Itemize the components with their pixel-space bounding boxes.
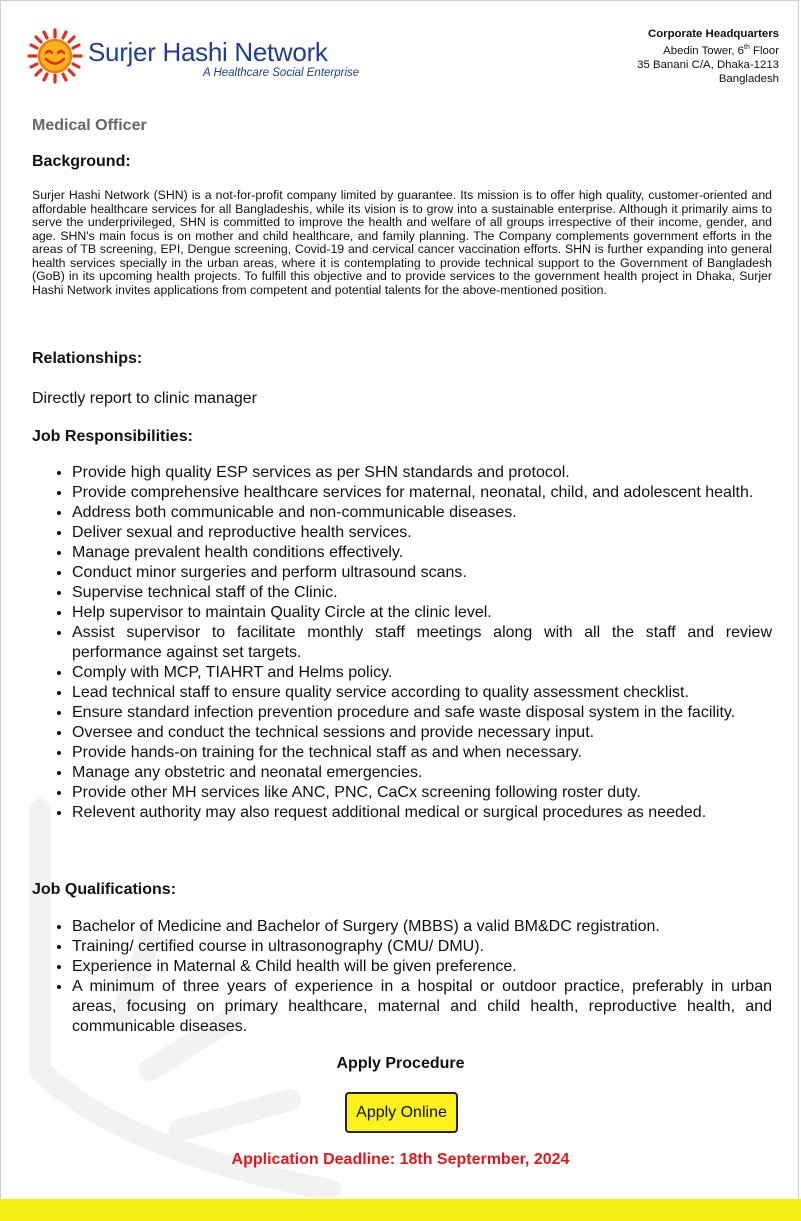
list-item: • Relevent authority may also request additional medical or surgical procedures as needed.	[72, 803, 772, 823]
hq-address-line1	[637, 41, 779, 58]
list-item: • Assist supervisor to facilitate monthly staff meetings along with all the staff and review performance against set targets.	[72, 623, 772, 663]
list-item: • Ensure standard infection prevention procedure and safe waste disposal system in the facility.	[72, 703, 772, 723]
list-item: • Provide comprehensive healthcare services for maternal, neonatal, child, and adolescent health.	[72, 483, 772, 503]
hq-address-line3: Bangladesh	[718, 72, 779, 85]
apply-procedure-heading: Apply Procedure	[336, 1055, 465, 1072]
brand-name: Surjer Hashi Network	[88, 37, 328, 67]
qualifications-heading: Job Qualifications:	[32, 881, 177, 898]
responsibilities-list	[32, 463, 772, 823]
list-item: • Address both communicable and non-communicable diseases.	[72, 503, 772, 523]
brand-tagline: A Healthcare Social Enterprise	[203, 67, 360, 79]
list-item: • Experience in Maternal & Child health will be given preference.	[72, 957, 772, 977]
list-item: • Help supervisor to maintain Quality Circle at the clinic level.	[72, 603, 772, 623]
hq-address	[637, 27, 779, 86]
list-item: • Provide other MH services like ANC, PNC, CaCx screening following roster duty.	[72, 783, 772, 803]
hq-floor-superscript: th	[744, 44, 750, 51]
brand-logo	[26, 28, 376, 84]
list-item: • Lead technical staff to ensure quality service according to quality assessment checklist.	[72, 683, 772, 703]
hq-address-line1-prefix: Abedin Tower, 6	[663, 44, 745, 57]
list-item: • Training/ certified course in ultrasonography (CMU/ DMU).	[72, 937, 772, 957]
list-item: • Provide hands-on training for the technical staff as and when necessary.	[72, 743, 772, 763]
application-deadline: Application Deadline: 18th Septermber, 2024	[231, 1151, 570, 1168]
qualifications-list	[32, 917, 772, 1037]
job-title: Medical Officer	[32, 117, 147, 134]
background-heading: Background:	[32, 153, 131, 170]
background-text: Surjer Hashi Network (SHN) is a not-for-profit company limited by guarantee. Its mission is to offer high quality, customer-oriented and affordable healthcare services for all Bangladeshis, while its vision is to grow into a sustainable enterprise. Although it primarily aims to serve the underprivileged, SHN is committed to improve the health and welfare of all groups irrespective of their income, gender, and age. SHN's main focus is on mother and child healthcare, and family planning. The Company complements government efforts in the areas of TB screening, EPI, Dengue screening, Covid-19 and cervical cancer vaccination efforts. SHN is further expanding into general health services specially in the urban areas, where it is contemplating to provide technical support to the Government of Bangladesh (GoB) in its upcoming health projects. To fulfill this objective and to provide services to the government health project in Dhaka, Surjer Hashi Network invites applications from competent and potential talents for the above-mentioned position.	[32, 188, 772, 297]
list-item: • Manage prevalent health conditions effectively.	[72, 543, 772, 563]
list-item: • Comply with MCP, TIAHRT and Helms policy.	[72, 663, 772, 683]
sun-logo-icon	[26, 28, 84, 84]
list-item: • A minimum of three years of experience in a hospital or outdoor practice, preferably in urban areas, focusing on primary healthcare, maternal and child health, reproductive health, and communicable diseases.	[72, 977, 772, 1037]
apply-online-button[interactable]: Apply Online	[345, 1092, 458, 1133]
hq-title: Corporate Headquarters	[647, 28, 779, 40]
footer-bar	[0, 1199, 801, 1221]
relationships-heading: Relationships:	[32, 350, 143, 367]
hq-address-line2: 35 Banani C/A, Dhaka-1213	[637, 58, 779, 71]
list-item: • Supervise technical staff of the Clinic.	[72, 583, 772, 603]
responsibilities-heading: Job Responsibilities:	[32, 428, 193, 445]
list-item: • Bachelor of Medicine and Bachelor of Surgery (MBBS) a valid BM&DC registration.	[72, 917, 772, 937]
relationships-text: Directly report to clinic manager	[32, 390, 257, 407]
list-item: • Provide high quality ESP services as per SHN standards and protocol.	[72, 463, 772, 483]
list-item: • Conduct minor surgeries and perform ultrasound scans.	[72, 563, 772, 583]
list-item: • Deliver sexual and reproductive health services.	[72, 523, 772, 543]
list-item: • Manage any obstetric and neonatal emergencies.	[72, 763, 772, 783]
list-item: • Oversee and conduct the technical sessions and provide necessary input.	[72, 723, 772, 743]
hq-address-line1-suffix: Floor	[749, 44, 779, 57]
